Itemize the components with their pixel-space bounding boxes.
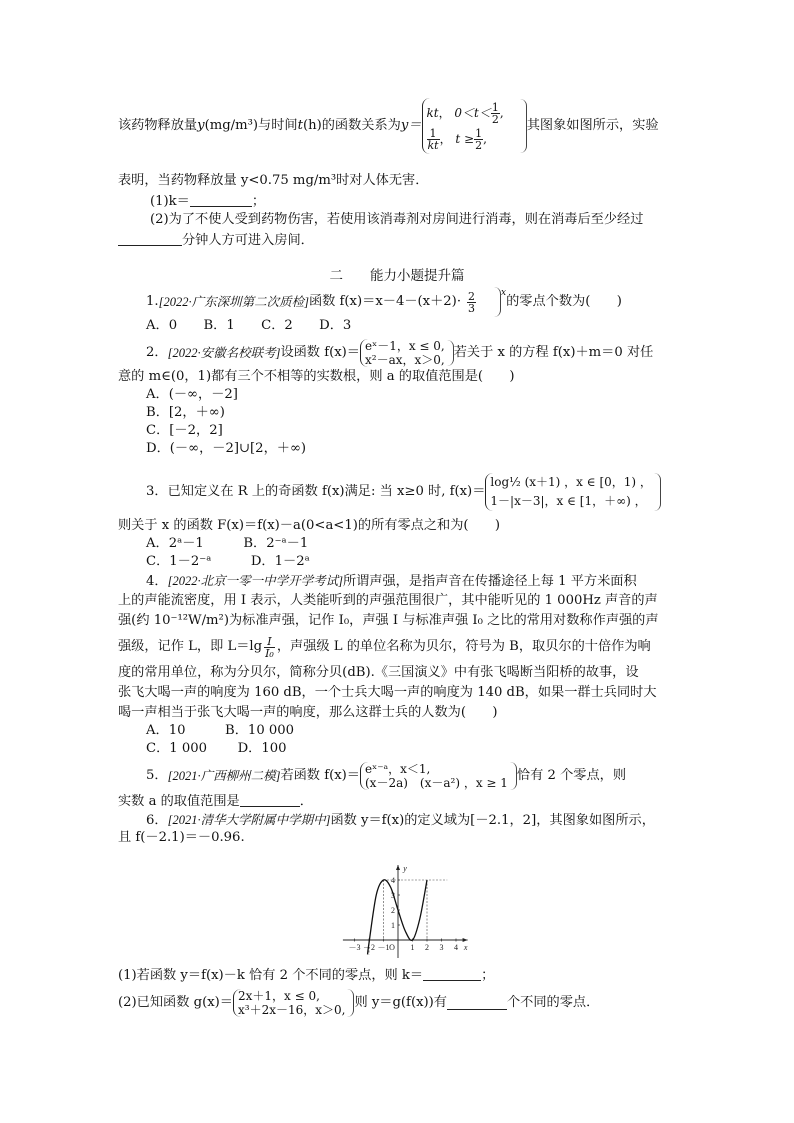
p1-number: 1. bbox=[146, 294, 159, 309]
case2-cond: t ≥ bbox=[455, 132, 475, 146]
p4-line4-a: 强级，记作 L，即 L＝lg bbox=[118, 639, 263, 654]
intro-q2-cont bbox=[118, 232, 314, 249]
p3-options-row1: A．2ᵃ－1 B．2⁻ᵃ－1 bbox=[146, 536, 309, 551]
p4-frac bbox=[264, 636, 275, 659]
p6-piecewise bbox=[233, 989, 345, 1017]
p6-source: [2021·清华大学附属中学期中] bbox=[167, 813, 331, 827]
q1-text: (1)k＝ bbox=[150, 194, 190, 209]
p6-q2-b: 则 y＝g(f(x))有 bbox=[354, 995, 447, 1010]
frac-num: 1 bbox=[427, 128, 440, 140]
p5-right-brace bbox=[510, 762, 517, 790]
p4-line1: 所谓声强，是指声音在传播途径上每 1 平方米面积 bbox=[342, 574, 637, 589]
half-frac-2 bbox=[474, 128, 483, 151]
intro-tail: 其图象如图所示，实验 bbox=[526, 118, 659, 133]
p4-line3: 强(约 10⁻¹²W/m²)为标准声强，记作 I₀，声强 I 与标准声强 I₀ 之比的常用对数称作声强的声 bbox=[118, 613, 659, 628]
frac-num: 1 bbox=[491, 101, 499, 114]
p1-exponent: x bbox=[501, 288, 507, 298]
p4-number: 4． bbox=[146, 574, 168, 589]
section-title: 二 能力小题提升篇 bbox=[329, 268, 465, 284]
function-graph bbox=[326, 862, 506, 962]
p1-options: A．0 B．1 C．2 D．3 bbox=[146, 318, 352, 333]
p5-text-b: 恰有 2 个零点，则 bbox=[516, 768, 627, 783]
unit-text: (mg/m³)与时间 bbox=[204, 118, 298, 133]
q1-end: ； bbox=[251, 194, 266, 209]
p5-source: [2021·广西柳州二模] bbox=[167, 769, 281, 783]
half-frac bbox=[491, 102, 500, 125]
frac-den: I₀ bbox=[265, 646, 274, 660]
p5-piecewise bbox=[360, 762, 508, 790]
p1-text-b: 的零点个数为( ) bbox=[506, 294, 622, 309]
p5-line2 bbox=[118, 793, 313, 810]
p2-option-d: D．(－∞，－2]∪[2，＋∞) bbox=[146, 441, 307, 456]
case1-expr: kt bbox=[426, 106, 439, 120]
p1-paren bbox=[494, 287, 501, 317]
p3-case1: log½ (x＋1) ，x ∈ [0，1) ， bbox=[490, 475, 652, 489]
p6-line2: 且 f(－2.1)＝－0.96. bbox=[118, 830, 245, 845]
p2-piecewise bbox=[360, 339, 445, 367]
x-tick-label: 1 bbox=[410, 943, 415, 952]
frac-den: 2 bbox=[475, 139, 483, 152]
case2-frac bbox=[427, 128, 440, 151]
p2-right-brace bbox=[447, 340, 454, 366]
var-t: t bbox=[297, 118, 303, 133]
p3-options-row2: C．1－2⁻ᵃ D．1－2ᵃ bbox=[146, 554, 310, 569]
y-tick-label: 4 bbox=[391, 876, 395, 885]
frac-den: 3 bbox=[468, 301, 476, 315]
p5-case1: eˣ⁻ᵃ，x＜1, bbox=[365, 762, 431, 776]
p6-text-a: 函数 y＝f(x)的定义域为[－2.1，2]，其图象如图所示， bbox=[330, 813, 655, 828]
answer-blank-2[interactable] bbox=[118, 232, 182, 246]
p2-option-a: A．(－∞，－2] bbox=[146, 387, 238, 402]
p6-q2-end: 个不同的零点． bbox=[507, 995, 600, 1010]
graph-ticks bbox=[349, 864, 468, 952]
p3-piecewise bbox=[485, 473, 652, 511]
p1-text-a: 函数 f(x)＝x－4－(x＋2)· bbox=[308, 294, 462, 309]
p2-line2: 意的 m∈(0，1)都有三个不相等的实数根，则 a 的取值范围是( ) bbox=[118, 369, 515, 384]
y-axis-arrow bbox=[396, 865, 400, 870]
problem-2 bbox=[146, 338, 653, 368]
p5-end: ． bbox=[299, 794, 313, 809]
p2-source: [2022·安徽名校联考] bbox=[167, 346, 281, 360]
p2-case1: eˣ－1，x ≤ 0, bbox=[365, 339, 445, 353]
problem-1 bbox=[146, 285, 622, 319]
piecewise-brace bbox=[422, 98, 504, 154]
p2-text-b: 若关于 x 的方程 f(x)＋m＝0 对任 bbox=[453, 345, 654, 360]
y-tick-label: 1 bbox=[391, 921, 395, 930]
q2-tail: 分钟人方可进入房间． bbox=[182, 233, 314, 248]
p1-frac bbox=[467, 291, 476, 314]
frac-num: 2 bbox=[468, 289, 476, 303]
right-brace bbox=[520, 99, 527, 153]
intro-q1 bbox=[150, 193, 265, 210]
frac-num: I bbox=[264, 636, 275, 648]
p6-q1-text: (1)若函数 y＝f(x)－k 恰有 2 个不同的零点，则 k＝ bbox=[118, 968, 424, 983]
p3-text-a: 已知定义在 R 上的奇函数 f(x)满足: 当 x≥0 时, f(x)＝ bbox=[167, 484, 486, 499]
p1-source: [2022·广东深圳第二次质检] bbox=[158, 295, 309, 309]
p2-option-c: C．[－2，2] bbox=[146, 423, 223, 438]
p4-line4-b: ，声强级 L 的单位名称为贝尔，符号为 B，取贝尔的十倍作为响 bbox=[276, 639, 651, 654]
y-tick-label: 3 bbox=[391, 891, 395, 900]
p2-option-b: B．[2，＋∞) bbox=[146, 405, 225, 420]
problem-4 bbox=[146, 573, 637, 590]
problem-6 bbox=[146, 812, 655, 829]
p6-q2 bbox=[118, 987, 599, 1019]
p4-line5: 度的常用单位，称为分贝尔，简称分贝(dB).《三国演义》中有张飞喝断当阳桥的故事，设 bbox=[118, 665, 639, 680]
x-tick-label: 4 bbox=[454, 943, 458, 952]
p6-q1 bbox=[118, 967, 494, 984]
x-axis-label: x bbox=[463, 943, 468, 952]
p5-number: 5． bbox=[146, 768, 168, 783]
function-curve bbox=[368, 880, 427, 955]
answer-blank-p6-2[interactable] bbox=[447, 996, 507, 1010]
var-y: y bbox=[197, 118, 205, 133]
intro-q2: (2)为了不使人受到药物伤害，若使用该消毒剂对房间进行消毒，则在消毒后至少经过 bbox=[150, 212, 644, 227]
p6-q2-a: (2)已知函数 g(x)＝ bbox=[118, 995, 233, 1010]
intro-line1 bbox=[118, 96, 659, 156]
p4-line2: 上的声能流密度，用 I 表示，人类能听到的声强范围很广，其中能听见的 1 000Hz 声音的声 bbox=[118, 593, 658, 608]
y-tick-label: 2 bbox=[391, 906, 395, 915]
p5-line2-text: 实数 a 的取值范围是 bbox=[118, 794, 240, 809]
case-1: kt， 0＜t＜ $\frac{1}{2}$ , bbox=[426, 101, 504, 126]
p3-number: 3． bbox=[146, 484, 168, 499]
graph-axes bbox=[343, 865, 468, 958]
p4-options-row1: A．10 B．10 000 bbox=[146, 723, 295, 738]
problem-5 bbox=[146, 760, 626, 792]
frac-den: kt bbox=[427, 139, 439, 152]
p4-line7: 喝一声相当于张飞大喝一声的响度，那么这群士兵的人数为( ) bbox=[118, 705, 498, 720]
p5-case2: (x－2a) (x－a²) ，x ≥ 1 bbox=[365, 776, 508, 790]
y-axis-label: y bbox=[403, 864, 407, 873]
x-tick-label: －2 bbox=[363, 943, 375, 952]
p6-case1: 2x＋1，x ≤ 0, bbox=[237, 989, 320, 1003]
intro-line2: 表明，当药物释放量 y<0.75 mg/m³时对人体无害． bbox=[118, 173, 429, 188]
x-tick-label: －3 bbox=[348, 943, 361, 952]
p3-right-brace bbox=[654, 473, 661, 511]
intro-lead: 该药物释放量 bbox=[118, 118, 198, 133]
p6-right-brace bbox=[347, 989, 354, 1017]
p4-line6: 张飞大喝一声的响度为 160 dB，一个士兵大喝一声的响度为 140 dB，如果一群士兵同时大 bbox=[118, 685, 657, 700]
x-tick-label: 2 bbox=[425, 943, 429, 952]
p2-number: 2． bbox=[146, 345, 168, 360]
answer-blank[interactable] bbox=[190, 193, 252, 207]
unit-text-2: (h)的函数关系为 bbox=[302, 118, 401, 133]
p6-number: 6． bbox=[146, 813, 168, 828]
p3-case2: 1－|x－3|，x ∈ [1，＋∞) ， bbox=[490, 494, 647, 508]
p4-line4 bbox=[118, 632, 651, 662]
problem-3 bbox=[146, 470, 661, 514]
p4-source: [2022·北京一零一中学开学考试] bbox=[167, 574, 343, 588]
origin-label: O bbox=[389, 943, 395, 952]
p4-options-row2: C．1 000 D．100 bbox=[146, 741, 287, 756]
case1-cond: 0＜t＜ bbox=[454, 106, 491, 120]
answer-blank-p6-1[interactable] bbox=[423, 967, 481, 981]
frac-den: 2 bbox=[491, 113, 499, 126]
p2-case2: x²－ax，x＞0, bbox=[365, 353, 445, 367]
p2-text-a: 设函数 f(x)＝ bbox=[280, 345, 360, 360]
answer-blank-p5[interactable] bbox=[240, 793, 300, 807]
x-tick-label: －1 bbox=[377, 943, 390, 952]
case-2: $\frac{1}{kt}$ ， t ≥ $\frac{1}{2}$ , bbox=[427, 127, 487, 152]
frac-num: 1 bbox=[475, 127, 483, 140]
p6-case2: x³＋2x－16，x＞0, bbox=[237, 1003, 346, 1017]
y-eq: y＝ bbox=[400, 118, 422, 133]
x-tick-label: 3 bbox=[439, 943, 444, 952]
x-axis-arrow bbox=[463, 938, 468, 942]
p6-q1-end: ； bbox=[481, 968, 495, 983]
p3-line2: 则关于 x 的函数 F(x)＝f(x)－a(0<a<1)的所有零点之和为( ) bbox=[118, 518, 501, 533]
p5-text-a: 若函数 f(x)＝ bbox=[280, 768, 360, 783]
